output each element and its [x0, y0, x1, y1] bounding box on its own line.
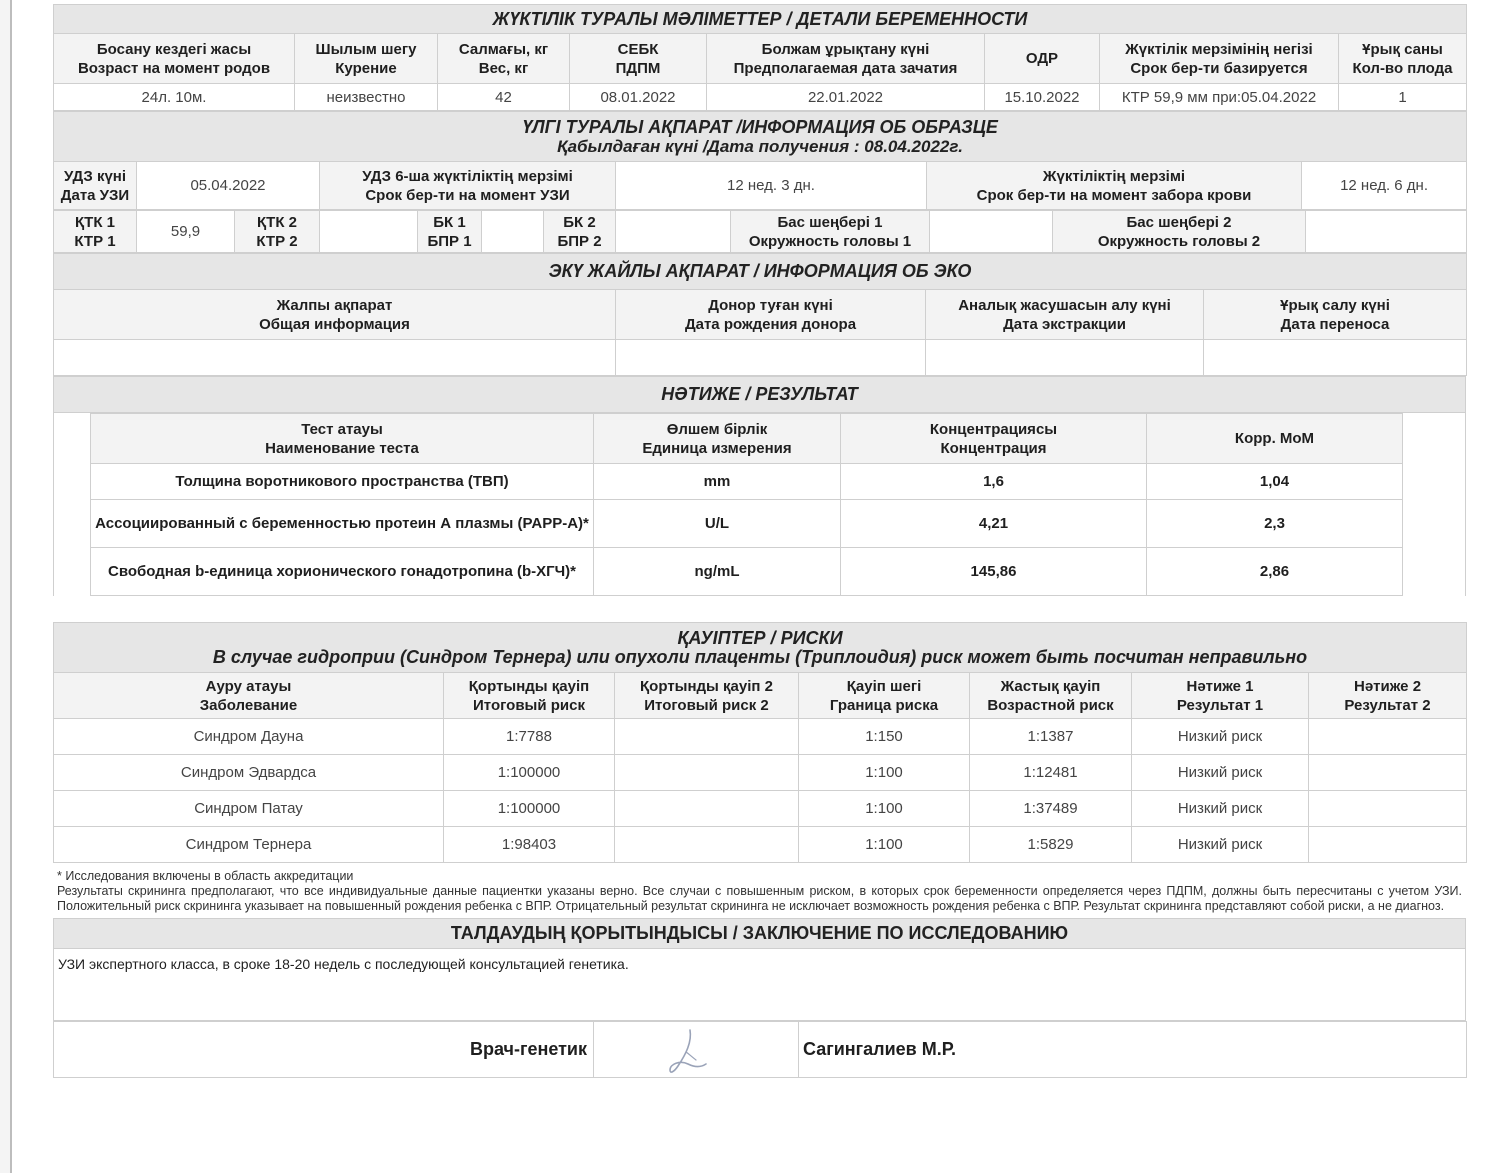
conclusion-section-title: ТАЛДАУДЫҢ ҚОРЫТЫНДЫСЫ / ЗАКЛЮЧЕНИЕ ПО ИССЛЕДОВАНИЮ [54, 919, 1466, 949]
age-risk: 1:12481 [970, 755, 1132, 791]
signature-icon [656, 1024, 736, 1076]
risks-warning: В случае гидроприи (Синдром Тернера) или опухоли плаценты (Триплоидия) риск может быть посчитан неправильно [212, 646, 1308, 667]
eco-section-title: ЭКҮ ЖАЙЛЫ АҚПАРАТ / ИНФОРМАЦИЯ ОБ ЭКО [54, 254, 1467, 290]
ktr1-value: 59,9 [137, 211, 235, 253]
test-mom: 2,86 [1147, 548, 1403, 596]
bpr1-label: БК 1 БПР 1 [418, 211, 482, 253]
result-2 [1309, 719, 1467, 755]
final-risk-2 [615, 827, 799, 863]
pregnancy-value-row [54, 84, 1467, 111]
page-left-edge [0, 0, 12, 1173]
sample-measurement-row [54, 211, 1467, 253]
pregnancy-header: Босану кездегі жасы Возраст на момент родов [54, 34, 295, 84]
sample-measurements-table [53, 210, 1467, 253]
pregnancy-header: СЕБК ПДПМ [570, 34, 707, 84]
result-header: Концентрациясы Концентрация [841, 414, 1147, 464]
signature-table [53, 1021, 1467, 1078]
table-row [54, 791, 1467, 827]
sample-uzi-row [54, 162, 1467, 210]
test-unit: mm [594, 464, 841, 500]
pregnancy-header-row [54, 34, 1467, 84]
uzi-date-label: УДЗ күні Дата УЗИ [54, 162, 137, 210]
head-circ1-label: Бас шеңбері 1 Окружность головы 1 [731, 211, 930, 253]
risks-header-row [54, 673, 1467, 719]
result-2 [1309, 755, 1467, 791]
risk-cutoff: 1:150 [799, 719, 970, 755]
eco-header: Донор туған күні Дата рождения донора [616, 290, 926, 340]
disease-name: Синдром Тернера [54, 827, 444, 863]
result-1: Низкий риск [1132, 791, 1309, 827]
pregnancy-details-table [53, 4, 1467, 111]
result-header: Өлшем бірлік Единица измерения [594, 414, 841, 464]
risk-cutoff: 1:100 [799, 791, 970, 827]
doctor-role: Врач-генетик [54, 1022, 594, 1078]
result-2 [1309, 827, 1467, 863]
head-circ2-value [1306, 211, 1467, 253]
weight: 42 [438, 84, 570, 111]
pregnancy-header: Болжам ұрықтану күні Предполагаемая дата зачатия [707, 34, 985, 84]
pregnancy-section-title: ЖҮКТІЛІК ТУРАЛЫ МӘЛІМЕТТЕР / ДЕТАЛИ БЕРЕМЕННОСТИ [54, 5, 1467, 34]
bpr2-value [616, 211, 731, 253]
final-risk: 1:98403 [444, 827, 615, 863]
result-section-title: НӘТИЖЕ / РЕЗУЛЬТАТ [54, 377, 1466, 413]
final-risk-2 [615, 719, 799, 755]
age-risk: 1:1387 [970, 719, 1132, 755]
result-1: Низкий риск [1132, 827, 1309, 863]
risks-header: Қауіп шегі Граница риска [799, 673, 970, 719]
pregnancy-header: Жүктілік мерзімінің негізі Срок бер-ти базируется [1100, 34, 1339, 84]
lmp-date: 08.01.2022 [570, 84, 707, 111]
risks-header: Ауру атауы Заболевание [54, 673, 444, 719]
uzi-term-label: УДЗ 6-ша жүктіліктің мерзімі Срок бер-ти на момент УЗИ [320, 162, 616, 210]
bpr2-label: БК 2 БПР 2 [544, 211, 616, 253]
sample-received-date: Қабылдаған күні /Дата получения : 08.04.2022г. [557, 136, 963, 156]
report-sheet [53, 4, 1466, 1078]
final-risk: 1:100000 [444, 755, 615, 791]
table-row [54, 719, 1467, 755]
result-header: Корр. МоМ [1147, 414, 1403, 464]
table-row [91, 500, 1403, 548]
bpr1-value [482, 211, 544, 253]
test-name: Свободная b-единица хорионического гонадотропина (b-ХГЧ)* [91, 548, 594, 596]
blood-term: 12 нед. 6 дн. [1302, 162, 1467, 210]
fetus-count: 1 [1339, 84, 1467, 111]
test-mom: 1,04 [1147, 464, 1403, 500]
risk-cutoff: 1:100 [799, 755, 970, 791]
risks-header: Нәтиже 1 Результат 1 [1132, 673, 1309, 719]
test-concentration: 145,86 [841, 548, 1147, 596]
ktr1-label: ҚТК 1 КТР 1 [54, 211, 137, 253]
test-mom: 2,3 [1147, 500, 1403, 548]
doctor-name: Сагингалиев М.Р. [799, 1022, 1467, 1078]
head-circ2-label: Бас шеңбері 2 Окружность головы 2 [1053, 211, 1306, 253]
result-header-row [91, 414, 1403, 464]
test-concentration: 4,21 [841, 500, 1147, 548]
risks-header: Қортынды қауіп 2 Итоговый риск 2 [615, 673, 799, 719]
sample-section-title: ҮЛГІ ТУРАЛЫ АҚПАРАТ /ИНФОРМАЦИЯ ОБ ОБРАЗЦЕ Қабылдаған күні /Дата получения : 08.04.2022г. [54, 112, 1467, 162]
disease-name: Синдром Патау [54, 791, 444, 827]
footnotes [53, 863, 1466, 918]
eco-extraction-date [926, 340, 1204, 376]
eco-transfer-date [1204, 340, 1467, 376]
eco-header: Ұрық салу күні Дата переноса [1204, 290, 1467, 340]
final-risk-2 [615, 791, 799, 827]
eco-general-info [54, 340, 616, 376]
age-at-delivery: 24л. 10м. [54, 84, 295, 111]
test-unit: ng/mL [594, 548, 841, 596]
test-name: Толщина воротникового пространства (ТВП) [91, 464, 594, 500]
test-unit: U/L [594, 500, 841, 548]
signature [594, 1022, 799, 1078]
result-wrapper [53, 413, 1466, 596]
conception-date: 22.01.2022 [707, 84, 985, 111]
pregnancy-header: Салмағы, кг Вес, кг [438, 34, 570, 84]
eco-donor-birth-date [616, 340, 926, 376]
risk-cutoff: 1:100 [799, 827, 970, 863]
risks-header: Нәтиже 2 Результат 2 [1309, 673, 1467, 719]
final-risk: 1:7788 [444, 719, 615, 755]
eco-value-row [54, 340, 1467, 376]
test-name: Ассоциированный с беременностью протеин А плазмы (PAPP-A)* [91, 500, 594, 548]
conclusion-text: УЗИ экспертного класса, в сроке 18-20 недель с последующей консультацией генетика. [54, 949, 1466, 1021]
uzi-term: 12 нед. 3 дн. [616, 162, 927, 210]
accreditation-note: * Исследования включены в область аккредитации [57, 869, 354, 883]
age-risk: 1:37489 [970, 791, 1132, 827]
eco-header: Аналық жасушасын алу күні Дата экстракции [926, 290, 1204, 340]
disease-name: Синдром Эдвардса [54, 755, 444, 791]
result-1: Низкий риск [1132, 719, 1309, 755]
uzi-date: 05.04.2022 [137, 162, 320, 210]
eco-table [53, 253, 1467, 376]
eco-header-row [54, 290, 1467, 340]
smoking: неизвестно [295, 84, 438, 111]
pregnancy-header: Ұрық саны Кол-во плода [1339, 34, 1467, 84]
result-title-table [53, 376, 1466, 413]
blood-term-label: Жүктіліктің мерзімі Срок бер-ти на момент забора крови [927, 162, 1302, 210]
risks-section-title: ҚАУІПТЕР / РИСКИ В случае гидроприи (Синдром Тернера) или опухоли плаценты (Триплоидия) риск может быть посчитан неправильно [54, 623, 1467, 673]
risks-header: Қортынды қауіп Итоговый риск [444, 673, 615, 719]
result-2 [1309, 791, 1467, 827]
pregnancy-header: Шылым шегу Курение [295, 34, 438, 84]
table-row [54, 827, 1467, 863]
pregnancy-header: ОДР [985, 34, 1100, 84]
final-risk-2 [615, 755, 799, 791]
final-risk: 1:100000 [444, 791, 615, 827]
screening-disclaimer: Результаты скрининга предполагают, что все индивидуальные данные пациентки указаны верно. Все случаи с повышенным риском, в которых срок беременности определяется через ПДПМ, должны быть пересчитаны с учетом УЗИ. Положительный риск скрининга указывает на повышенный рождения ребенка с ВПР. Отрицательный результат скрининга не исключает возможность рождения ребенка с ВПР. Результат скрининга представляют собой риски, а не диагноз. [57, 884, 1462, 913]
risks-table [53, 622, 1467, 863]
table-row [91, 464, 1403, 500]
result-1: Низкий риск [1132, 755, 1309, 791]
eco-header: Жалпы ақпарат Общая информация [54, 290, 616, 340]
conclusion-table [53, 918, 1466, 1021]
risks-header: Жастық қауіп Возрастной риск [970, 673, 1132, 719]
ktr2-value [320, 211, 418, 253]
disease-name: Синдром Дауна [54, 719, 444, 755]
ktr2-label: ҚТК 2 КТР 2 [235, 211, 320, 253]
table-row [54, 755, 1467, 791]
due-date: 15.10.2022 [985, 84, 1100, 111]
result-header: Тест атауы Наименование теста [91, 414, 594, 464]
age-risk: 1:5829 [970, 827, 1132, 863]
table-row [91, 548, 1403, 596]
test-concentration: 1,6 [841, 464, 1147, 500]
result-table [90, 413, 1403, 596]
sample-info-table [53, 111, 1467, 210]
head-circ1-value [930, 211, 1053, 253]
dating-basis: КТР 59,9 мм при:05.04.2022 [1100, 84, 1339, 111]
